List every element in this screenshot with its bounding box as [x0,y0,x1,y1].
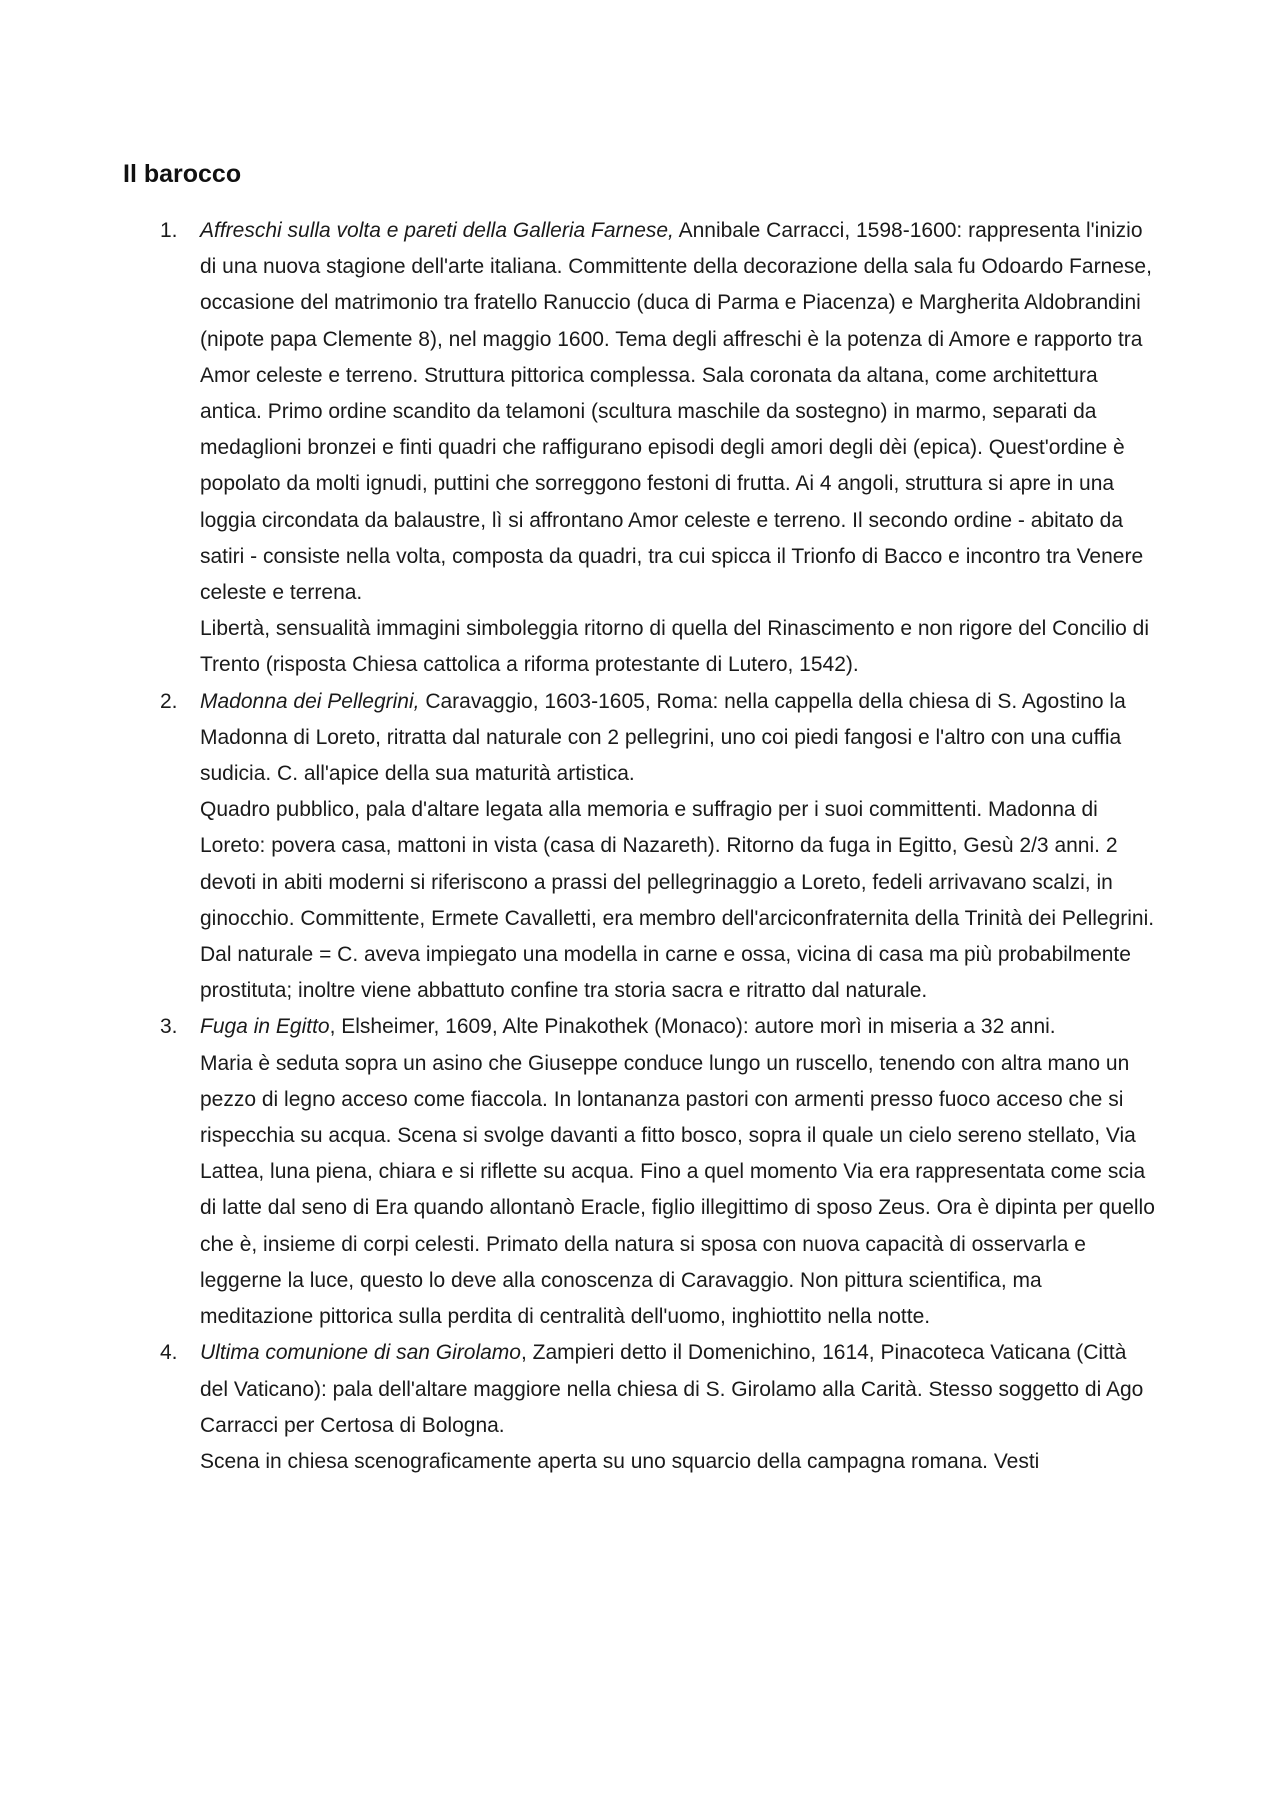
list-item-paragraph: Dal naturale = C. aveva impiegato una modella in carne e ossa, vicina di casa ma più probabilmente prostituta; inoltre viene abbattuto confine tra storia sacra e ritratto dal naturale. [200,943,1131,1003]
artwork-title: Ultima comunione di san Girolamo [200,1341,521,1365]
list-item-paragraph: Libertà, sensualità immagini simboleggia ritorno di quella del Rinascimento e non rigore del Concilio di Trento (risposta Chiesa cattolica a riforma protestante di Lutero, 1542). [200,617,1150,677]
artwork-description: Annibale Carracci, 1598-1600: rappresenta l'inizio di una nuova stagione dell'arte italiana. Committente della decorazione della sala fu Odoardo Farnese, occasione del matrimonio tra fratello Ranuccio (duca di Parma e Piacenza) e Margherita Aldobrandini (nipote papa Clemente 8), nel maggio 1600. Tema degli affreschi è la potenza di Amore e rapporto tra Amor celeste e terreno. Struttura pittorica complessa. Sala coronata da altana, come architettura antica. Primo ordine scandito da telamoni (scultura maschile da sostegno) in marmo, separati da medaglioni bronzei e finti quadri che raffigurano episodi degli amori degli dèi (epica). Quest'ordine è popolato da molti ignudi, puttini che sorreggono festoni di frutta. Ai 4 angoli, struttura si apre in una loggia circondata da balaustre, lì si affrontano Amor celeste e terreno. Il secondo ordine - abitato da satiri - consiste nella volta, composta da quadri, tra cui spicca il Trionfo di Bacco e incontro tra Venere celeste e terrena. [200,219,1152,605]
list-item-intro [200,1335,1160,1444]
list-item-paragraph: Quadro pubblico, pala d'altare legata alla memoria e suffragio per i suoi committenti. Madonna di Loreto: povera casa, mattoni in vista (casa di Nazareth). Ritorno da fuga in Egitto, Gesù 2/3 anni. 2 devoti in abiti moderni si riferiscono a prassi del pellegrinaggio a Loreto, fedeli arrivavano scalzi, in ginocchio. Committente, Ermete Cavalletti, era membro dell'arciconfraternita della Trinità dei Pellegrini. [200,798,1155,930]
list-item-number: 1. [160,219,178,242]
list-item-intro [200,213,1160,611]
artwork-description: , Zampieri detto il Domenichino, 1614, Pinacoteca Vaticana (Città del Vaticano): pala dell'altare maggiore nella chiesa di S. Girolamo alla Carità. Stesso soggetto di Ago Carracci per Certosa di Bologna. [200,1341,1144,1437]
list-item [160,1335,1160,1480]
list-item-number: 3. [160,1015,178,1039]
list-item-paragraph: Scena in chiesa scenograficamente aperta su uno squarcio della campagna romana. Vesti [200,1449,1040,1473]
list-item [160,684,1160,1010]
list-item [160,213,1160,684]
page-title: Il barocco [123,160,242,188]
artwork-title: Affreschi sulla volta e pareti della Galleria Farnese, [200,219,674,242]
list-item-intro [200,684,1160,793]
artwork-description: , Elsheimer, 1609, Alte Pinakothek (Monaco): autore morì in miseria a 32 anni. [329,1015,1056,1039]
artwork-title: Madonna dei Pellegrini, [200,689,420,713]
list-item [160,1009,1160,1335]
artwork-title: Fuga in Egitto [200,1015,330,1039]
artwork-description: Caravaggio, 1603-1605, Roma: nella cappella della chiesa di S. Agostino la Madonna di Loreto, ritratta dal naturale con 2 pellegrini, uno coi piedi fangosi e l'altro con una cuffia sudicia. C. all'apice della sua maturità artistica. [200,689,1126,786]
list-item-number: 4. [160,1341,178,1365]
list-item-number: 2. [160,689,178,713]
list-item-paragraph: Maria è seduta sopra un asino che Giuseppe conduce lungo un ruscello, tenendo con altra mano un pezzo di legno acceso come fiaccola. In lontananza pastori con armenti presso fuoco acceso che si rispecchia su acqua. Scena si svolge davanti a fitto bosco, sopra il quale un cielo sereno stellato, Via Lattea, luna piena, chiara e si riflette su acqua. Fino a quel momento Via era rappresentata come scia di latte dal seno di Era quando allontanò Eracle, figlio illegittimo di sposo Zeus. Ora è dipinta per quello che è, insieme di corpi celesti. Primato della natura si sposa con nuova capacità di osservarla e leggerne la luce, questo lo deve alla conoscenza di Caravaggio. Non pittura scientifica, ma meditazione pittorica sulla perdita di centralità dell'uomo, inghiottito nella notte. [200,1051,1155,1329]
numbered-list [0,213,1160,1480]
list-item-intro [200,1009,1160,1045]
